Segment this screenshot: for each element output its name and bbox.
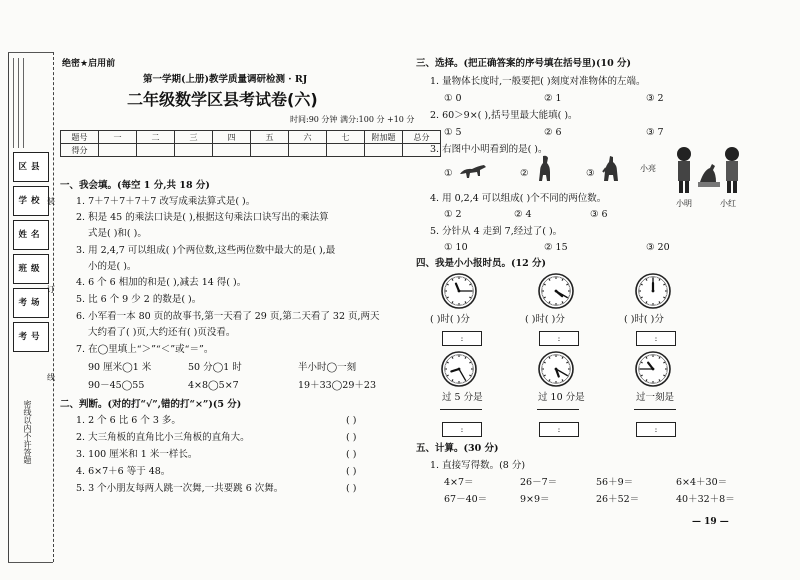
calc-6: 9×9＝ <box>520 494 550 505</box>
label-xiaohong: 小红 <box>720 199 736 208</box>
s3-q2-opt3: ③ 7 <box>646 127 664 138</box>
s1-item-6: 6. 小军看一本 80 页的故事书,第一天看了 29 页,第二天看了 32 页,两天 <box>76 311 380 322</box>
digital-time-box-2[interactable]: : <box>539 331 579 346</box>
dinosaur-figure-2 <box>534 154 556 184</box>
judge-paren-4[interactable]: ( ) <box>346 466 357 477</box>
s3-q4-opt3: ③ 6 <box>590 209 608 220</box>
score-input[interactable] <box>327 144 365 157</box>
s1-item-5: 5. 比 6 个 9 少 2 的数是( )。 <box>76 294 202 305</box>
s5-sub-heading: 1. 直接写得数。(8 分) <box>430 460 526 471</box>
score-cell: 三 <box>175 131 213 144</box>
digital-time-box-5[interactable]: : <box>539 422 579 437</box>
s3-q4: 4. 用 0,2,4 可以组成( )个不同的两位数。 <box>430 193 607 204</box>
score-table <box>60 130 441 157</box>
calc-1: 4×7＝ <box>444 477 474 488</box>
children-dinosaur-picture <box>654 142 758 204</box>
score-input[interactable] <box>175 144 213 157</box>
clock-face-3 <box>634 272 672 310</box>
judge-paren-3[interactable]: ( ) <box>346 449 357 460</box>
s2-item-5: 5. 3 个小朋友每两人跳一次舞,一共要跳 6 次舞。 <box>76 483 284 494</box>
s1-item-3: 3. 用 2,4,7 可以组成( )个两位数,这些两位数中最大的是( ),最 <box>76 245 336 256</box>
s3-q4-opt2: ② 4 <box>514 209 532 220</box>
answer-line-3[interactable] <box>634 409 676 410</box>
score-input[interactable] <box>251 144 289 157</box>
calc-7: 26＋52＝ <box>596 494 640 505</box>
time-fill-1: ( )时( )分 <box>430 314 470 325</box>
compare-3: 半小时◯一刻 <box>298 362 357 373</box>
judge-paren-5[interactable]: ( ) <box>346 483 357 494</box>
answer-line-2[interactable] <box>537 409 579 410</box>
dinosaur-figure-3 <box>600 154 622 184</box>
score-input[interactable] <box>99 144 137 157</box>
exam-title: 二年级数学区县考试卷(六) <box>127 90 318 109</box>
compare-4: 90－45◯55 <box>88 380 145 391</box>
clock-face-4 <box>440 350 478 388</box>
calc-8: 40＋32＋8＝ <box>676 494 735 505</box>
side-field-name: 姓名 <box>13 220 49 250</box>
s2-item-2: 2. 大三角板的直角比小三角板的直角大。 <box>76 432 250 443</box>
time-fill-2: ( )时( )分 <box>525 314 565 325</box>
s3-q1-opt2: ② 1 <box>544 93 562 104</box>
s3-q1-opt1: ① 0 <box>444 93 462 104</box>
section4-heading: 四、我是小小报时员。(12 分) <box>416 258 547 269</box>
calc-4: 6×4＋30＝ <box>676 477 728 488</box>
score-cell: 四 <box>213 131 251 144</box>
clock-face-6 <box>634 350 672 388</box>
digital-time-box-3[interactable]: : <box>636 331 676 346</box>
clock-face-2 <box>537 272 575 310</box>
score-cell: 附加题 <box>365 131 403 144</box>
s2-item-1: 1. 2 个 6 比 6 个 3 多。 <box>76 415 181 426</box>
exam-subtitle: 第一学期(上册)教学质量调研检测 · RJ <box>143 74 308 85</box>
s1-item-6b: 大约看了( )页,大约还有( )页没看。 <box>88 327 236 338</box>
clock-center <box>555 290 558 293</box>
label-xiaoming: 小明 <box>676 199 692 208</box>
s3-q4-opt1: ① 2 <box>444 209 462 220</box>
answer-line-1[interactable] <box>440 409 482 410</box>
section3-heading: 三、选择。(把正确答案的序号填在括号里)(10 分) <box>416 58 632 69</box>
s3-q3: 3. 右图中小明看到的是( )。 <box>430 144 548 155</box>
side-warning: 密线以内不许答题 <box>23 400 32 464</box>
clock-center <box>652 368 655 371</box>
side-field-school: 学校 <box>13 186 49 216</box>
compare-5: 4×8◯5×7 <box>188 380 239 391</box>
s3-q1: 1. 量物体长度时,一般要把( )刻度对准物体的左端。 <box>430 76 646 87</box>
score-input[interactable] <box>365 144 403 157</box>
score-input[interactable] <box>213 144 251 157</box>
clock-face-5 <box>537 350 575 388</box>
score-cell: 七 <box>327 131 365 144</box>
after-label-2: 过 10 分是 <box>538 392 585 403</box>
side-field-number: 考号 <box>13 322 49 352</box>
page-number: — 19 — <box>692 517 729 527</box>
s1-item-3b: 小的是( )。 <box>88 261 137 272</box>
clock-center <box>458 368 461 371</box>
binding-char-2: 订 <box>47 285 55 294</box>
score-input[interactable] <box>137 144 175 157</box>
clock-center <box>458 290 461 293</box>
s2-item-3: 3. 100 厘米和 1 米一样长。 <box>76 449 198 460</box>
score-value-row <box>61 144 441 157</box>
s1-item-2: 2. 积是 45 的乘法口诀是( ),根据这句乘法口诀写出的乘法算 <box>76 212 329 223</box>
s3-q5-opt2: ② 15 <box>544 242 568 253</box>
s3-q3-opt2: ② <box>520 168 529 179</box>
s2-item-4: 4. 6×7＋6 等于 48。 <box>76 466 171 477</box>
clock-center <box>555 368 558 371</box>
compare-6: 19＋33◯29＋23 <box>298 380 376 391</box>
label-xiaoliang: 小亮 <box>640 164 656 173</box>
calc-2: 26－7＝ <box>520 477 558 488</box>
score-cell: 五 <box>251 131 289 144</box>
judge-paren-2[interactable]: ( ) <box>346 432 357 443</box>
score-cell: 得分 <box>61 144 99 157</box>
s3-q2-opt1: ① 5 <box>444 127 462 138</box>
section2-heading: 二、判断。(对的打“√”,错的打“×”)(5 分) <box>60 399 242 410</box>
score-cell: 一 <box>99 131 137 144</box>
score-cell: 总分 <box>403 131 441 144</box>
time-score: 时间:90 分钟 满分:100 分 +10 分 <box>290 115 415 124</box>
binding-char-3: 线 <box>47 373 55 382</box>
secret-label: 绝密★启用前 <box>62 59 116 69</box>
score-cell: 题号 <box>61 131 99 144</box>
compare-2: 50 分◯1 时 <box>188 362 242 373</box>
s3-q2-opt2: ② 6 <box>544 127 562 138</box>
s3-q2: 2. 60＞9×( ),括号里最大能填( )。 <box>430 110 578 121</box>
s1-item-1: 1. 7＋7＋7＋7＋7 改写成乘法算式是( )。 <box>76 196 256 207</box>
section5-heading: 五、计算。(30 分) <box>416 443 499 454</box>
after-label-1: 过 5 分是 <box>442 392 483 403</box>
judge-paren-1[interactable]: ( ) <box>346 415 357 426</box>
score-input[interactable] <box>289 144 327 157</box>
binding-char-1: 装 <box>47 197 55 206</box>
s3-q3-opt3: ③ <box>586 168 595 179</box>
clock-center <box>652 290 655 293</box>
dinosaur-figure-1 <box>458 160 488 182</box>
after-label-3: 过一刻是 <box>636 392 675 403</box>
side-field-district: 区县 <box>13 152 49 182</box>
s1-item-2b: 式是( )和( )。 <box>88 228 147 239</box>
s3-q3-opt1: ① <box>444 168 453 179</box>
s1-item-7: 7. 在◯里填上“＞”“＜”或“＝”。 <box>76 344 214 355</box>
s3-q5: 5. 分针从 4 走到 7,经过了( )。 <box>430 226 563 237</box>
s1-item-4: 4. 6 个 6 相加的和是( ),减去 14 得( )。 <box>76 277 247 288</box>
s3-q5-opt3: ③ 20 <box>646 242 670 253</box>
score-cell: 六 <box>289 131 327 144</box>
clock-face-1 <box>440 272 478 310</box>
score-cell: 二 <box>137 131 175 144</box>
calc-3: 56＋9＝ <box>596 477 634 488</box>
score-header-row <box>61 131 441 144</box>
time-fill-3: ( )时( )分 <box>624 314 664 325</box>
section1-heading: 一、我会填。(每空 1 分,共 18 分) <box>60 180 210 191</box>
side-field-room: 考场 <box>13 288 49 318</box>
compare-1: 90 厘米◯1 米 <box>88 362 152 373</box>
s3-q1-opt3: ③ 2 <box>646 93 664 104</box>
side-field-class: 班级 <box>13 254 49 284</box>
s3-q5-opt1: ① 10 <box>444 242 468 253</box>
digital-time-box-4[interactable]: : <box>442 422 482 437</box>
digital-time-box-1[interactable]: : <box>442 331 482 346</box>
calc-5: 67－40＝ <box>444 494 488 505</box>
digital-time-box-6[interactable]: : <box>636 422 676 437</box>
